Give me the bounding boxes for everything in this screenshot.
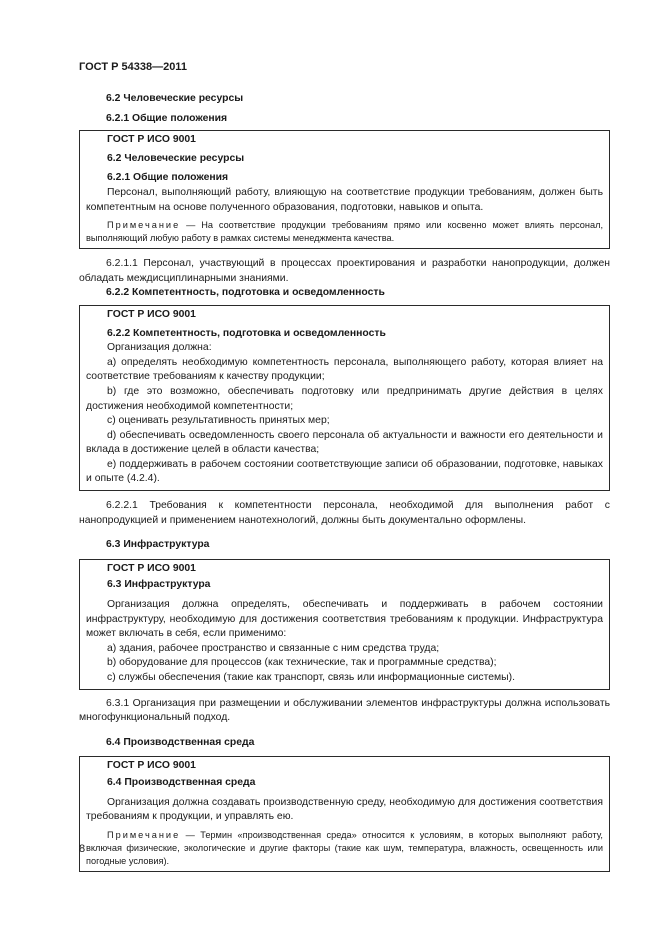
page-number: 8 [79,843,86,855]
box-standard-label: ГОСТ Р ИСО 9001 [107,562,196,574]
box-heading: 6.4 Производственная среда [107,776,256,788]
section-6-2-1-heading: 6.2.1 Общие положения [106,112,228,124]
list-item: c) оценивать результативность принятых мер; [107,415,330,427]
paragraph-6-2-1-1: 6.2.1.1 Персонал, участвующий в процессах проектирования и разработки нанопродукции, должен обладать междисциплинарными знаниями. [79,258,610,284]
section-6-4-heading: 6.4 Производственная среда [106,736,255,748]
note-label: Примечание [107,829,181,840]
list-item: a) определять необходимую компетентность персонала, выполняющего работу, которая влияет на соответствие требованиям к качеству продукции; [86,356,603,383]
list-item: e) поддерживать в рабочем состоянии соответствующие записи об образовании, подготовке, навыках и опыте (4.2.4). [86,458,603,485]
box-text: Персонал, выполняющий работу, влияющую на соответствие продукции требованиям, должен быть компетентным на основе полученного образования, подготовки, навыков и опыта. [86,186,603,213]
box-heading: 6.3 Инфраструктура [107,579,211,591]
note-text: — На соответствие продукции требованиям прямо или косвенно может влиять персонал, выполняющий любую работу в рамках системы менеджмента качества. [86,220,603,244]
document-header: ГОСТ Р 54338—2011 [79,61,187,73]
list-item: d) обеспечивать осведомленность своего персонала об актуальности и важности его деятельности и вклада в достижение целей в области качества; [86,429,603,456]
box-text: Организация должна создавать производственную среду, необходимую для достижения соответствия требованиям к продукции, и управлять ею. [86,796,603,823]
section-6-3-heading: 6.3 Инфраструктура [106,539,210,551]
list-item: c) службы обеспечения (такие как транспорт, связь или информационные системы). [107,672,515,683]
iso-quote-box-6-2 [79,130,610,249]
page-content [79,92,610,872]
box-standard-label: ГОСТ Р ИСО 9001 [107,308,196,320]
iso-quote-box-6-3 [79,559,610,690]
box-note [86,829,603,868]
section-6-2-heading: 6.2 Человеческие ресурсы [106,93,244,104]
section-6-2-2-heading: 6.2.2 Компетентность, подготовка и осведомленность [106,287,385,299]
paragraph-6-2-2-1: 6.2.2.1 Требования к компетентности персонала, необходимой для выполнения работ с нанопродукцией и применением нанотехнологий, должны быть документально оформлены. [79,500,610,526]
box-heading: 6.2.2 Компетентность, подготовка и осведомленность [107,327,386,339]
box-text: Организация должна определять, обеспечивать и поддерживать в рабочем состоянии инфраструктуру, необходимую для достижения соответствия требованиям к продукции. Инфраструктура может включать в себя, если применимо: [86,599,603,640]
box-standard-label: ГОСТ Р ИСО 9001 [107,134,196,146]
iso-quote-box-6-2-2 [79,305,610,491]
box-heading: 6.2 Человеческие ресурсы [107,152,245,164]
box-intro: Организация должна: [107,342,212,354]
paragraph-6-3-1: 6.3.1 Организация при размещении и обслуживании элементов инфраструктуры должна использовать многофункциональный подход. [79,697,610,724]
iso-quote-box-6-4 [79,756,610,871]
list-item: a) здания, рабочее пространство и связанные с ним средства труда; [107,642,440,654]
box-standard-label: ГОСТ Р ИСО 9001 [107,760,196,772]
box-note [86,219,603,245]
note-text: — Термин «производственная среда» относится к условиям, в которых выполняют работу, включая физические, экологические и другие факторы (такие как шум, температура, влажность, освещенность или погодные условия). [86,829,603,866]
note-label: Примечание [107,220,181,231]
list-item: b) оборудование для процессов (как технические, так и программные средства); [107,657,497,669]
list-item: b) где это возможно, обеспечивать подготовку или предпринимать другие действия в целях достижения необходимой компетентности; [86,385,603,412]
box-subheading: 6.2.1 Общие положения [107,172,229,184]
